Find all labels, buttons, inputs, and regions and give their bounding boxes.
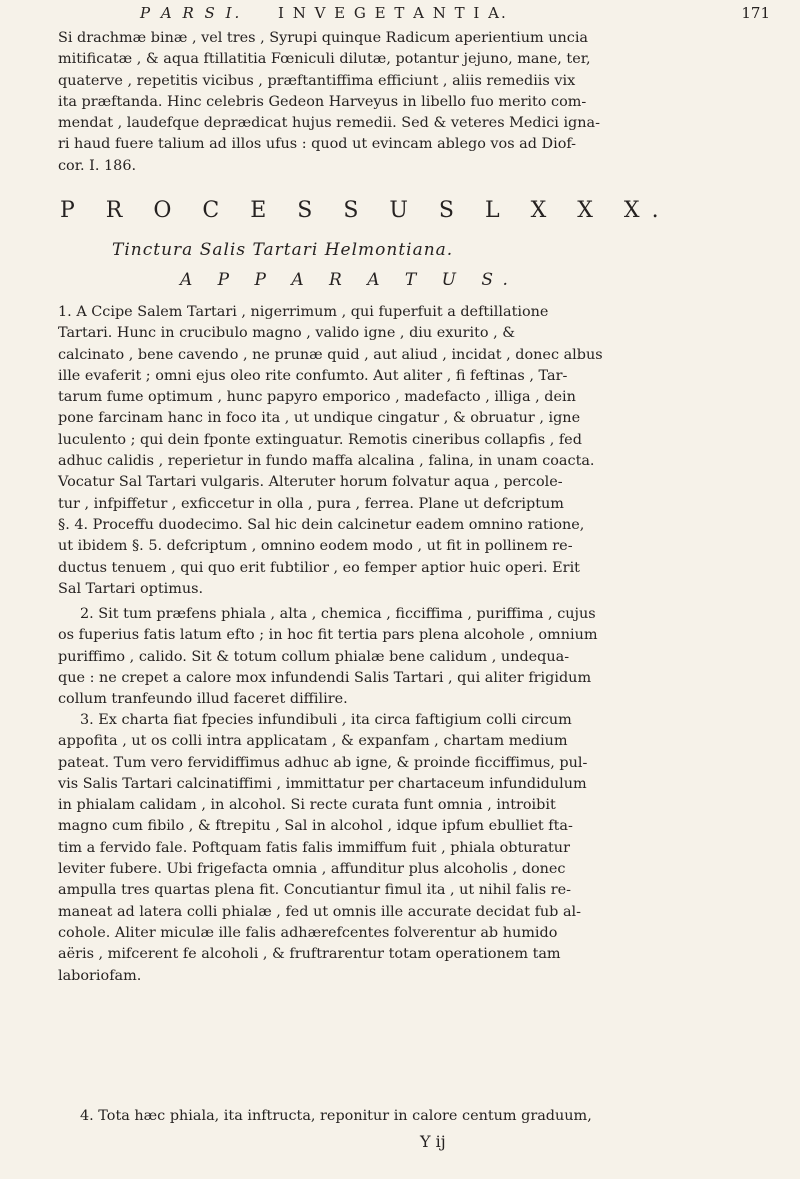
opening-paragraph [58, 28, 778, 177]
text-line: ductus tenuem , qui quo erit fubtilior , eo femper aptior huic operi. Erit [58, 559, 580, 576]
text-line: cohole. Aliter miculæ ille falis adhærefcentes folverentur ab humido [58, 924, 558, 941]
text-line: tur , infpiffetur , exficcetur in olla , pura , ferrea. Plane ut defcriptum [58, 495, 564, 512]
text-line: 4. Tota hæc phiala, ita inftructa, reponitur in calore centum graduum, [80, 1108, 592, 1124]
apparatus-heading: A P P A R A T U S. [180, 270, 518, 290]
item-number: 1. [58, 304, 72, 320]
text-line: tarum fume optimum , hunc papyro emporico , madefacto , illiga , dein [58, 389, 576, 406]
text-line: collum tranfeundo illud faceret diffilire. [58, 691, 348, 708]
header-part: P A R S I. [140, 4, 243, 22]
text-line: mitificatæ , & aqua ftillatitia Fœniculi dilutæ, potantur jejuno, mane, ter, [58, 51, 591, 68]
text-line [58, 302, 778, 323]
running-header [60, 4, 780, 28]
text-line: maneat ad latera colli phialæ , fed ut omnis ille accurate decidat fub al- [58, 903, 582, 920]
text-line: appofita , ut os colli intra applicatam , & expanfam , chartam medium [58, 733, 568, 750]
text-line: ri haud fuere talium ad illos ufus : quod ut evincam ablego vos ad Diof- [58, 136, 577, 153]
text-line: pateat. Tum vero fervidiffimus adhuc ab igne, & proinde ficciffimus, pul- [58, 754, 588, 771]
text-line: quaterve , repetitis vicibus , præftantiffima efficiunt , aliis remediis vix [58, 72, 576, 89]
section-4 [58, 1106, 778, 1127]
text-line: Si drachmæ binæ , vel tres , Syrupi quinque Radicum aperientium uncia [58, 30, 589, 46]
text-line: laboriofam. [58, 967, 142, 984]
text-line-content: A Ccipe Salem Tartari , nigerrimum , qui fuperfuit a deftillatione [76, 304, 549, 320]
header-section: I N V E G E T A N T I A. [278, 4, 508, 22]
text-line: calcinato , bene cavendo , ne prunæ quid , aut aliud , incidat , donec albus [58, 346, 603, 363]
process-subtitle: Tinctura Salis Tartari Helmontiana. [112, 240, 454, 260]
text-line: Vocatur Sal Tartari vulgaris. Alteruter horum folvatur aqua , percole- [58, 474, 563, 491]
text-line: os fuperius fatis latum efto ; in hoc fit tertia pars plena alcohole , omnium [58, 627, 598, 644]
text-line: vis Salis Tartari calcinatiffimi , immittatur per chartaceum infundidulum [58, 775, 587, 792]
text-line: pone farcinam hanc in foco ita , ut undique cingatur , & obruatur , igne [58, 410, 581, 427]
text-line: que : ne crepet a calore mox infundendi Salis Tartari , qui aliter frigidum [58, 669, 592, 686]
text-line: adhuc calidis , reperietur in fundo maffa alcalina , falina, in unam coacta. [58, 453, 595, 470]
text-line: cor. I. 186. [58, 157, 137, 174]
text-line: ille evaferit ; omni ejus oleo rite confumto. Aut aliter , fi feftinas , Tar- [58, 367, 568, 384]
text-line: luculento ; qui dein fponte extinguatur. Remotis cineribus collapfis , fed [58, 431, 582, 448]
text-line: ampulla tres quartas plena fit. Concutiantur fimul ita , ut nihil falis re- [58, 882, 572, 899]
section-1 [58, 302, 778, 600]
text-line: Tartari. Hunc in crucibulo magno , valido igne , diu exurito , & [58, 325, 516, 342]
text-line: in phialam calidam , in alcohol. Si recte curata funt omnia , introibit [58, 797, 556, 814]
text-line: tim a fervido fale. Poftquam fatis falis immiffum fuit , phiala obturatur [58, 839, 570, 856]
section-2 [58, 604, 778, 710]
text-line: puriffimo , calido. Sit & totum collum phialæ bene calidum , undequa- [58, 648, 570, 665]
section-3 [58, 710, 778, 987]
text-line: leviter fubere. Ubi frigefacta omnia , affunditur plus alcoholis , donec [58, 861, 566, 878]
text-line: aëris , mifcerent fe alcoholi , & fruftrarentur totam operationem tam [58, 946, 561, 963]
text-line: 2. Sit tum præfens phiala , alta , chemica , ficciffima , puriffima , cujus [80, 606, 596, 622]
process-title: P R O C E S S U S L X X X. [60, 198, 671, 223]
text-line: §. 4. Proceffu duodecimo. Sal hic dein calcinetur eadem omnino ratione, [58, 516, 585, 533]
text-line: Sal Tartari optimus. [58, 580, 204, 597]
signature-mark: Y ij [420, 1132, 446, 1151]
text-line: 3. Ex charta fiat fpecies infundibuli , ita circa faftigium colli circum [80, 712, 572, 728]
page-number: 171 [741, 4, 770, 22]
text-line: magno cum fibilo , & ftrepitu , Sal in alcohol , idque ipfum ebulliet fta- [58, 818, 573, 835]
text-line: ut ibidem §. 5. defcriptum , omnino eodem modo , ut fit in pollinem re- [58, 538, 573, 555]
text-line: mendat , laudefque deprædicat hujus remedii. Sed & veteres Medici igna- [58, 115, 600, 132]
text-line: ita præftanda. Hinc celebris Gedeon Harveyus in libello fuo merito com- [58, 93, 587, 110]
